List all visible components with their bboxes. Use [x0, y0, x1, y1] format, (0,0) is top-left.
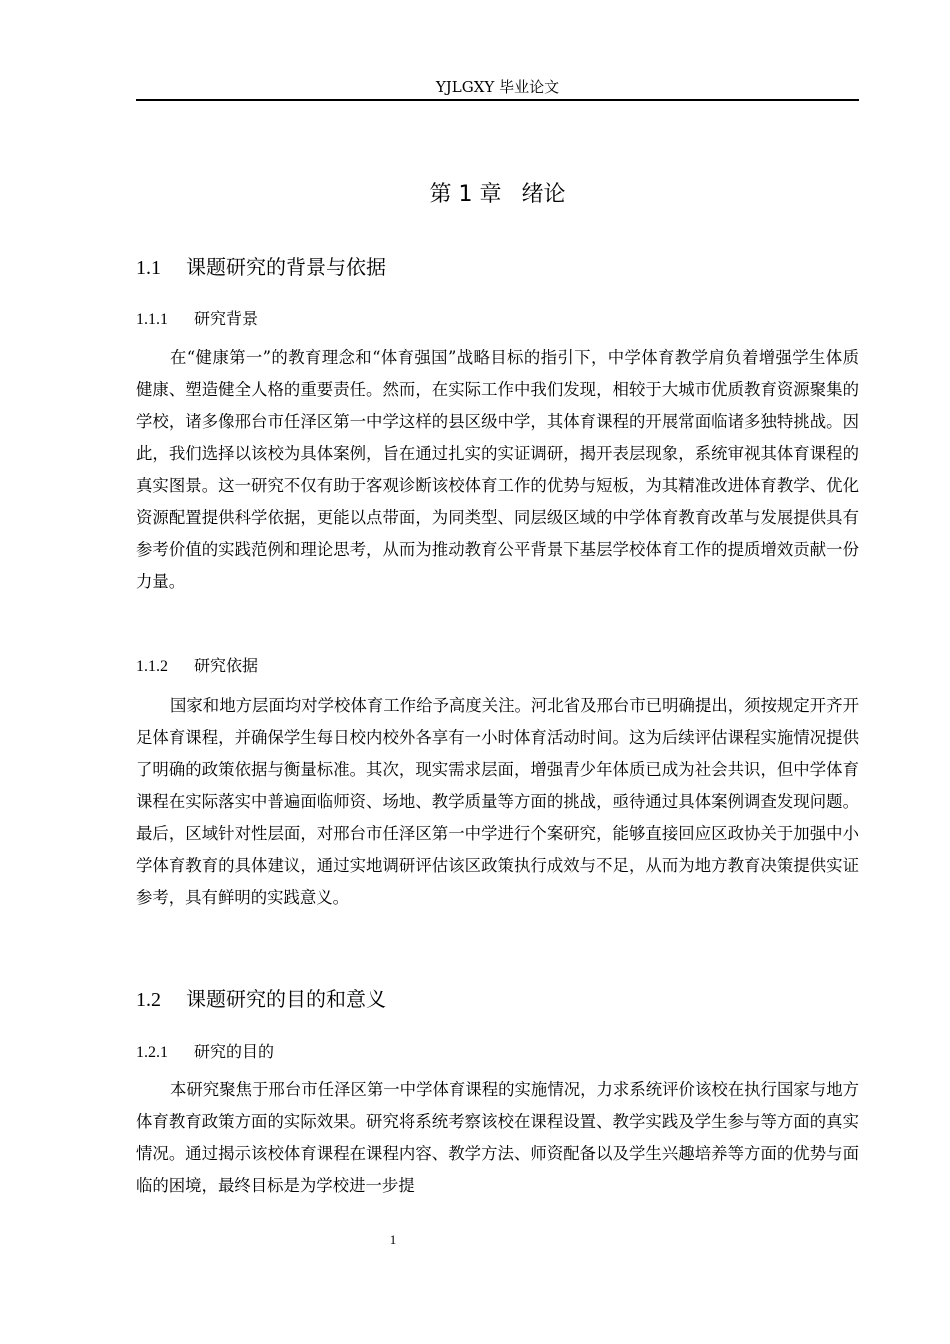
- subsection-number: 1.2.1: [136, 1044, 168, 1061]
- paragraph-research-purpose: 本研究聚焦于邢台市任泽区第一中学体育课程的实施情况，力求系统评价该校在执行国家与地方体育教育政策方面的实际效果。研究将系统考察该校在课程设置、教学实践及学生参与等方面的真实情况。通过揭示该校体育课程在课程内容、教学方法、师资配备以及学生兴趣培养等方面的优势与面临的困境，最终目标是为学校进一步提: [136, 1080, 859, 1195]
- subsection-number: 1.1.1: [136, 311, 168, 328]
- chapter-name: 绪论: [521, 182, 566, 207]
- subsection-heading-1-1-1: [136, 306, 859, 333]
- subsection-title: 研究的目的: [194, 1042, 275, 1061]
- section-heading-1-2: [136, 984, 859, 1015]
- section-title: 课题研究的背景与依据: [186, 255, 386, 279]
- subsection-number: 1.1.2: [136, 658, 168, 675]
- subsection-title: 研究背景: [194, 309, 259, 328]
- section-title: 课题研究的目的和意义: [186, 987, 386, 1011]
- header-rule: [136, 99, 859, 101]
- page-number: 1: [389, 1232, 397, 1247]
- subsection-heading-1-2-1: [136, 1039, 859, 1066]
- running-header: YJLGXY 毕业论文: [435, 78, 560, 96]
- chapter-number: 第 1 章: [429, 182, 502, 207]
- subsection-title: 研究依据: [194, 656, 259, 675]
- paragraph-research-basis: 国家和地方层面均对学校体育工作给予高度关注。河北省及邢台市已明确提出，须按规定开齐开足体育课程，并确保学生每日校内校外各享有一小时体育活动时间。这为后续评估课程实施情况提供了明确的政策依据与衡量标准。其次，现实需求层面，增强青少年体质已成为社会共识，但中学体育课程在实际落实中普遍面临师资、场地、教学质量等方面的挑战，亟待通过具体案例调查发现问题。最后，区域针对性层面，对邢台市任泽区第一中学进行个案研究，能够直接回应区政协关于加强中小学体育教育的具体建议，通过实地调研评估该区政策执行成效与不足，从而为地方教育决策提供实证参考，具有鲜明的实践意义。: [136, 696, 859, 907]
- section-number: 1.1: [136, 257, 161, 279]
- paragraph-research-background: 在“健康第一”的教育理念和“体育强国”战略目标的指引下，中学体育教学肩负着增强学生体质健康、塑造健全人格的重要责任。然而，在实际工作中我们发现，相较于大城市优质教育资源聚集的学校，诸多像邢台市任泽区第一中学这样的县区级中学，其体育课程的开展常面临诸多独特挑战。因此，我们选择以该校为具体案例，旨在通过扎实的实证调研，揭开表层现象，系统审视其体育课程的真实图景。这一研究不仅有助于客观诊断该校体育工作的优势与短板，为其精准改进体育教学、优化资源配置提供科学依据，更能以点带面，为同类型、同层级区域的中学体育教育改革与发展提供具有参考价值的实践范例和理论思考，从而为推动教育公平背景下基层学校体育工作的提质增效贡献一份力量。: [136, 348, 859, 591]
- subsection-heading-1-1-2: [136, 653, 859, 680]
- section-number: 1.2: [136, 989, 161, 1011]
- chapter-title: [136, 178, 859, 212]
- section-heading-1-1: [136, 252, 859, 283]
